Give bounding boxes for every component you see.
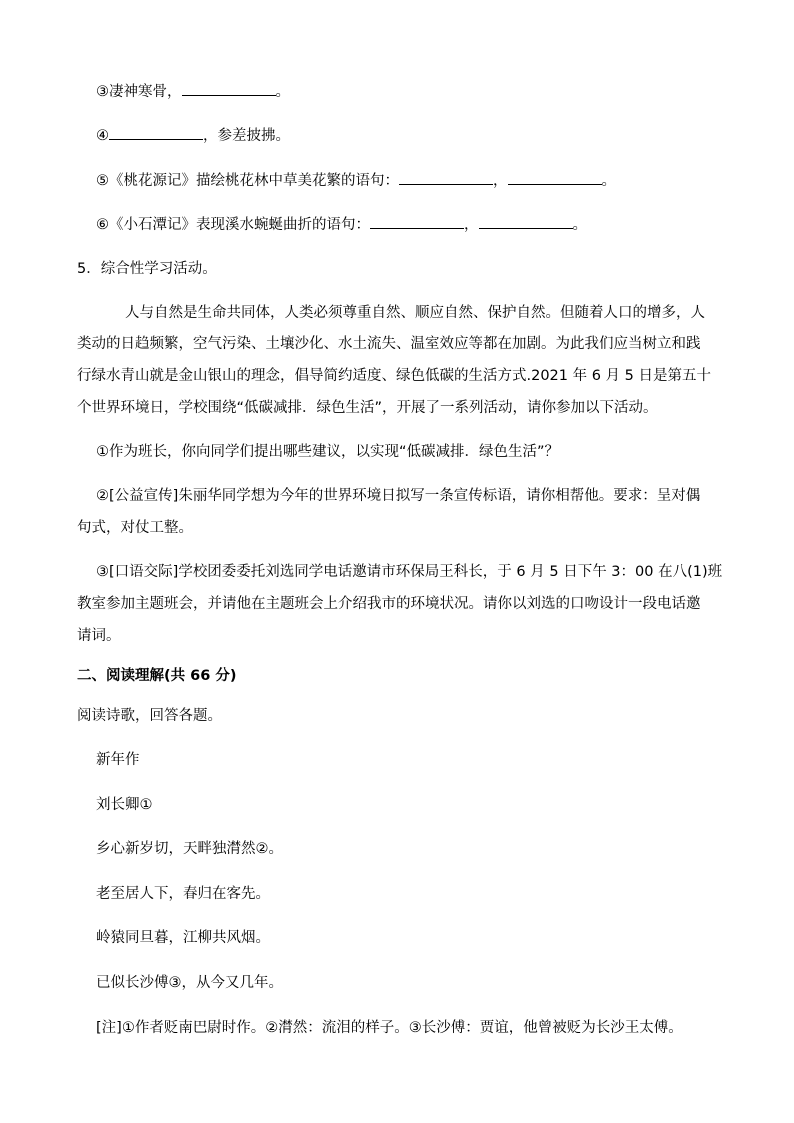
item-5-mid: ， [493,173,508,189]
item-5-text: ⑤《桃花源记》描绘桃花林中草美花繁的语句： [96,173,399,189]
item-3-text: ③凄神寒骨， [96,84,182,100]
task-3-line: ③[口语交际]学校团委委托刘选同学电话邀请市环保局王科长，于 6 月 5 日下午 3：00 在八(1)班 [96,564,723,580]
task-3-line: 教室参加主题班会，并请他在主题班会上介绍我市的环境状况。请你以刘选的口吻设计一段电话邀 [77,596,701,612]
poem-author: 刘长卿① [96,797,153,813]
task-1: ①作为班长，你向同学们提出哪些建议，以实现“低碳减排．绿色生活”？ [96,444,560,460]
item-4 [96,125,290,146]
task-2-line: ②[公益宣传]朱丽华同学想为今年的世界环境日拟写一条宣传标语，请你相帮他。要求：呈对偶 [96,488,701,504]
poem-line: 老至居人下，春归在客先。 [96,886,270,902]
item-5 [96,170,616,191]
section-5-paragraph-line: 类动的日趋频繁，空气污染、土壤沙化、水土流失、温室效应等都在加剧。为此我们应当树立和践 [77,336,701,352]
section-5-paragraph-line: 行绿水青山就是金山银山的理念，倡导简约适度、绿色低碳的生活方式.2021 年 6 月 5 日是第五十 [77,368,712,384]
section-5-title: 5．综合性学习活动。 [77,261,217,277]
section-5-paragraph-line: 人与自然是生命共同体，人类必须尊重自然、顺应自然、保护自然。但随着人口的增多，人 [125,305,705,321]
item-6 [96,214,587,235]
item-5-end: 。 [601,173,616,189]
poem-line: 已似长沙傅③，从今又几年。 [96,975,283,991]
answer-blank[interactable] [109,125,203,140]
section-heading: 二、阅读理解(共 66 分) [77,668,237,684]
answer-blank[interactable] [399,170,493,185]
section-5-paragraph-line: 个世界环境日，学校围绕“低碳减排．绿色生活”，开展了一系列活动，请你参加以下活动。 [77,400,658,416]
answer-blank[interactable] [479,214,573,229]
item-6-end: 。 [572,217,587,233]
instruction: 阅读诗歌，回答各题。 [77,708,222,724]
item-4-text: ④ [96,128,109,144]
item-4-end: ，参差披拂。 [203,128,290,144]
answer-blank[interactable] [508,170,602,185]
poem-line: 乡心新岁切，天畔独潸然②。 [96,841,283,857]
poem-note: [注]①作者贬南巴尉时作。②潸然：流泪的样子。③长沙傅：贾谊，他曾被贬为长沙王太傅。 [96,1020,683,1036]
answer-blank[interactable] [182,81,276,96]
item-3-end: 。 [275,84,290,100]
poem-title: 新年作 [96,752,140,768]
poem-line: 岭猿同旦暮，江柳共风烟。 [96,930,270,946]
item-6-text: ⑥《小石潭记》表现溪水蜿蜒曲折的语句： [96,217,370,233]
item-3 [96,81,290,102]
task-2-line: 句式，对仗工整。 [77,520,193,536]
item-6-mid: ， [464,217,479,233]
answer-blank[interactable] [370,214,464,229]
task-3-line: 请词。 [77,628,121,644]
